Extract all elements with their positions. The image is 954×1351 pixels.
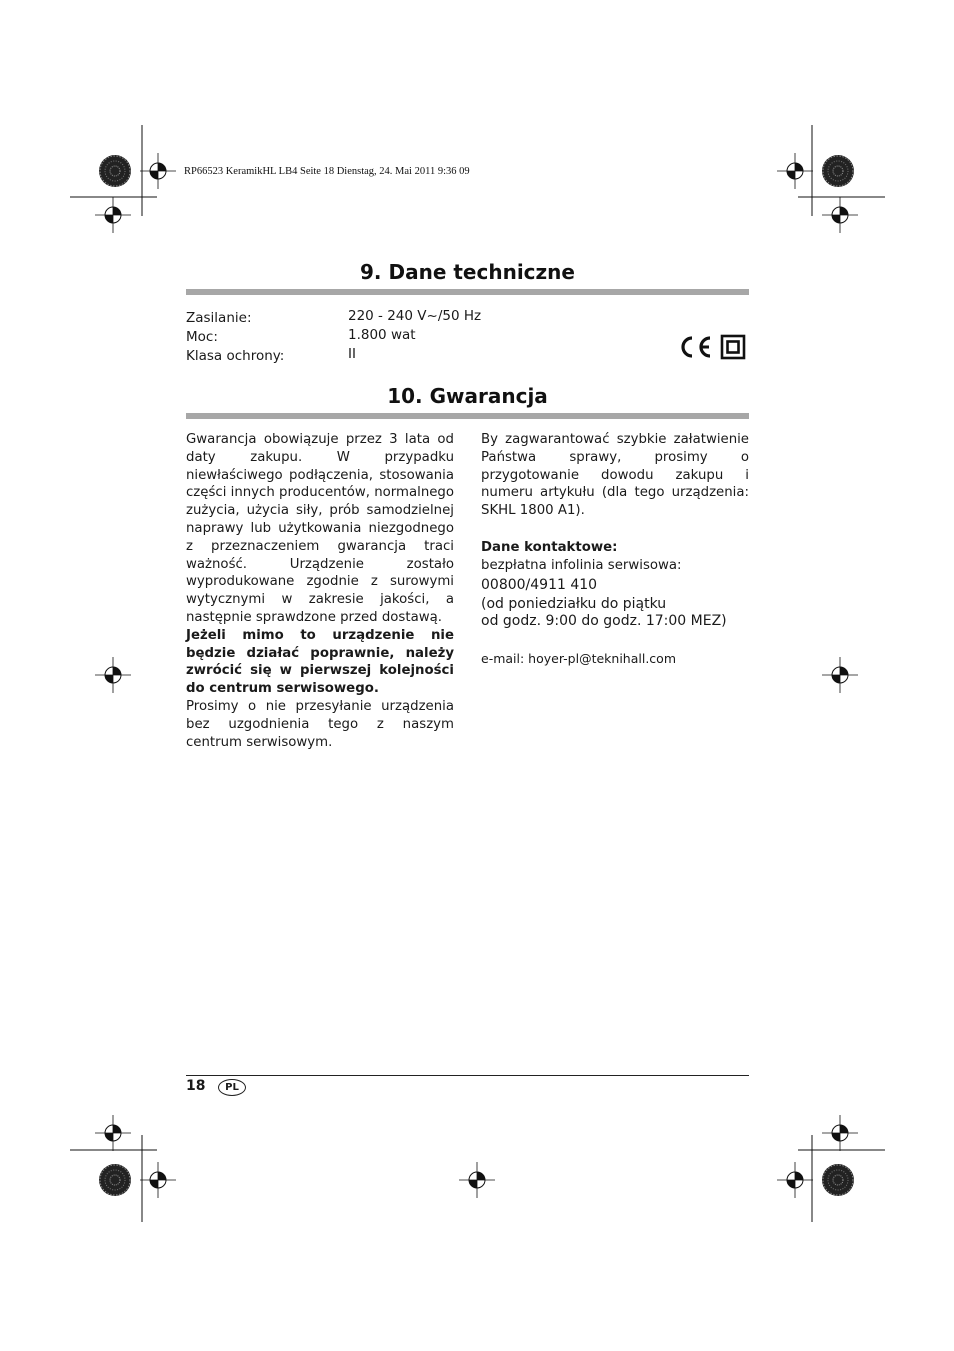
- email-line: e-mail: hoyer-pl@teknihall.com: [481, 651, 677, 667]
- certification-marks: [676, 334, 748, 360]
- warranty-left-column: [186, 431, 454, 751]
- ce-mark-icon: [683, 338, 710, 356]
- specs-table: [186, 307, 482, 364]
- warranty-right-column: [481, 431, 749, 668]
- section-heading-technical-data: 9. Dane techniczne: [360, 260, 575, 284]
- spec-label: Klasa ochrony:: [186, 348, 285, 364]
- hotline-phone: 00800/4911 410: [481, 576, 598, 593]
- page-number: 18: [186, 1078, 206, 1094]
- spec-value: 1.800 wat: [348, 327, 416, 343]
- protection-class-ii-icon: [722, 336, 744, 358]
- spec-value: 220 - 240 V~/50 Hz: [348, 308, 482, 324]
- warranty-paragraph: Gwarancja obowiązuje przez 3 lata od daty zakupu. W przypadku niewłaściwego podłączenia, stosowania części innych producentów, normalnego zużycia, użycia siły, prób samodzielnej naprawy lub użytkowania niezgodnego z przeznaczeniem gwarancja traci ważność. Urządzenie zostało wyprodukowane zgodnie z surowymi wytycznymi w zakresie jakości, a następnie sprawdzone przed dostawą.: [186, 432, 455, 625]
- spec-value: II: [348, 346, 356, 362]
- spec-row: [186, 345, 356, 364]
- service-paragraph: By zagwarantować szybkie załatwienie Państwa sprawy, prosimy o przygotowanie dowodu zakupu i numeru artykułu (dla tego urządzenia: SKHL 1800 A1).: [481, 432, 749, 519]
- warranty-paragraph: Prosimy o nie przesyłanie urządzenia bez uzgodnienia tego z naszym centrum serwisowym.: [186, 698, 454, 750]
- spec-label: Moc:: [186, 329, 218, 345]
- language-badge: PL: [218, 1079, 246, 1096]
- spec-row: [186, 326, 416, 345]
- section-divider: [186, 413, 749, 419]
- spec-row: [186, 307, 482, 326]
- section-heading-warranty: 10. Gwarancja: [387, 384, 548, 408]
- hours-line: od godz. 9:00 do godz. 17:00 MEZ): [481, 613, 727, 630]
- contact-heading: Dane kontaktowe:: [481, 539, 618, 555]
- section-divider: [186, 289, 749, 295]
- print-header: RP66523 KeramikHL LB4 Seite 18 Dienstag, 24. Mai 2011 9:36 09: [184, 166, 470, 177]
- spec-label: Zasilanie:: [186, 310, 252, 326]
- hotline-label: bezpłatna infolinia serwisowa:: [481, 557, 682, 573]
- warranty-notice: Jeżeli mimo to urządzenie nie będzie działać poprawnie, należy zwrócić się w pierwszej kolejności do centrum serwisowego.: [186, 627, 454, 697]
- hours-line: (od poniedziałku do piątku: [481, 595, 667, 612]
- footer-rule: [186, 1075, 749, 1076]
